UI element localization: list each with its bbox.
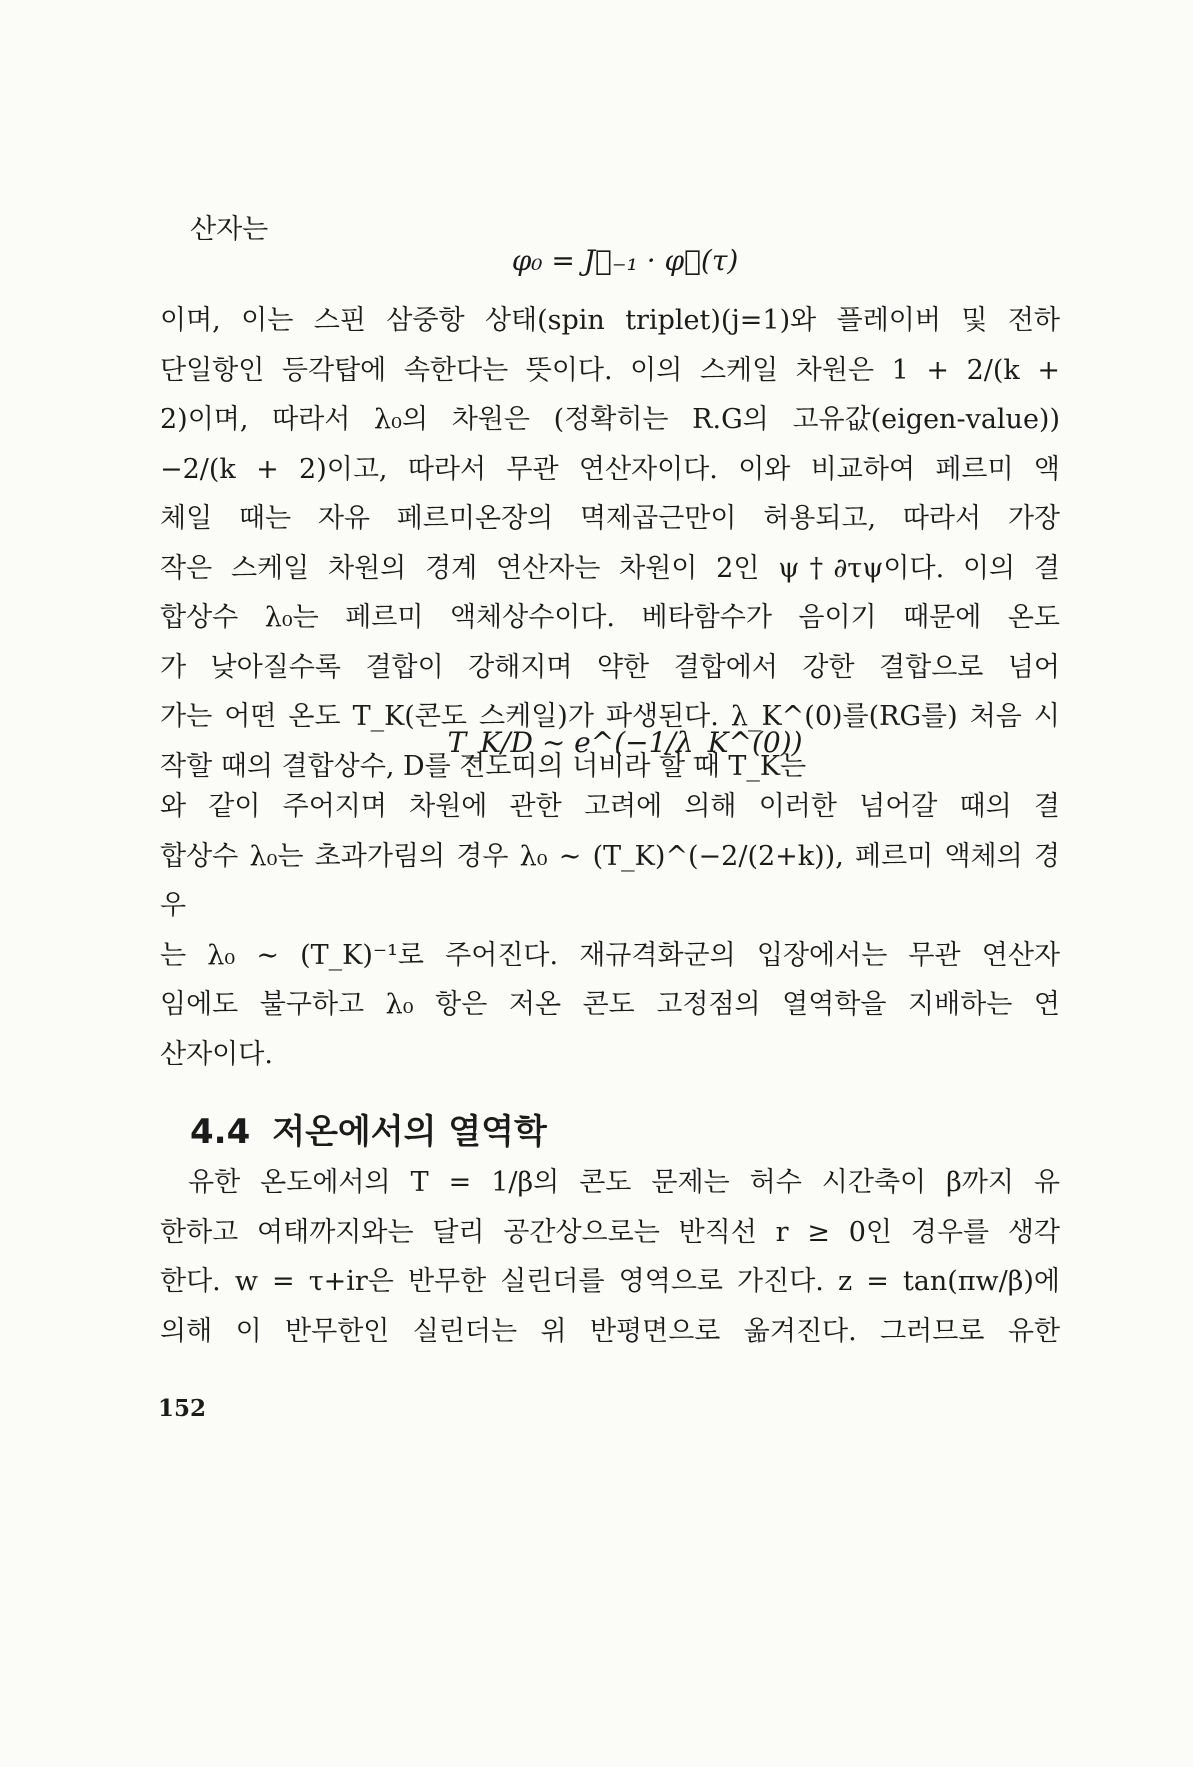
paragraph-3 — [160, 1158, 1060, 1356]
paragraph-3-line: 의해 이 반무한인 실린더는 위 반평면으로 옮겨진다. 그러므로 유한 — [160, 1315, 1060, 1347]
paragraph-1-line: 체일 때는 자유 페르미온장의 멱제곱근만이 허용되고, 따라서 가장 — [160, 503, 1060, 534]
section-title: 저온에서의 열역학 — [272, 1112, 547, 1152]
equation-kondo-temperature: T_K/D ∼ e^(−1/λ_K^(0)) — [447, 726, 803, 759]
book-page — [158, 0, 1060, 1767]
paragraph-2-line: 와 같이 주어지며 차원에 관한 고려에 의해 이러한 넘어갈 때의 결 — [160, 791, 1060, 822]
section-heading — [190, 1104, 547, 1153]
page-number: 152 — [158, 1395, 207, 1422]
paragraph-2-line: 합상수 λ₀는 초과가림의 경우 λ₀ ∼ (T_K)^(−2/(2+k)), 페르미 액체의 경우 — [160, 840, 1060, 921]
paragraph-1-line: 이며, 이는 스핀 삼중항 상태(spin triplet)(j=1)와 플레이버 및 전하 — [160, 305, 1060, 336]
paragraph-1-line: 가 낮아질수록 결합이 강해지며 약한 결합에서 강한 결합으로 넘어 — [160, 651, 1060, 683]
equation-phi0: φ₀ = J⃗₋₁ · φ⃗(τ) — [511, 244, 739, 277]
paragraph-2-line: 는 λ₀ ∼ (T_K)⁻¹로 주어진다. 재규격화군의 입장에서는 무관 연산자 — [160, 939, 1060, 971]
paragraph-1-line: 가는 어떤 온도 T_K(콘도 스케일)가 파생된다. λ_K^(0)를(RG를) 처음 시 — [160, 701, 1060, 732]
section-number: 4.4 — [190, 1112, 251, 1152]
paragraph-1 — [160, 296, 1060, 791]
paragraph-3-line: 한하고 여태까지와는 달리 공간상으로는 반직선 r ≥ 0인 경우를 생각 — [160, 1216, 1060, 1248]
paragraph-3-line: 한다. w = τ+ir은 반무한 실린더를 영역으로 가진다. z = tan(πw/β)에 — [160, 1266, 1060, 1297]
paragraph-1-line: 2)이며, 따라서 λ₀의 차원은 (정확히는 R.G의 고유값(eigen-value)) — [160, 404, 1060, 435]
paragraph-1-line: 단일항인 등각탑에 속한다는 뜻이다. 이의 스케일 차원은 1 + 2/(k + — [160, 354, 1060, 386]
intro-text: 산자는 — [190, 214, 269, 245]
paragraph-2 — [160, 782, 1060, 1079]
paragraph-2-line: 산자이다. — [160, 1038, 273, 1070]
paragraph-1-line: 작은 스케일 차원의 경계 연산자는 차원이 2인 ψ†∂τψ이다. 이의 결 — [160, 552, 1060, 584]
paragraph-2-line: 임에도 불구하고 λ₀ 항은 저온 콘도 고정점의 열역학을 지배하는 연 — [160, 989, 1060, 1020]
paragraph-1-line: 합상수 λ₀는 페르미 액체상수이다. 베타함수가 음이기 때문에 온도 — [160, 602, 1060, 633]
paragraph-3-line: 유한 온도에서의 T = 1/β의 콘도 문제는 허수 시간축이 β까지 유 — [188, 1167, 1060, 1198]
paragraph-1-line: −2/(k + 2)이고, 따라서 무관 연산자이다. 이와 비교하여 페르미 액 — [160, 453, 1060, 485]
paragraph-1-line: 작할 때의 결합상수, D를 전도띠의 너비라 할 때 T_K는 — [160, 750, 807, 782]
